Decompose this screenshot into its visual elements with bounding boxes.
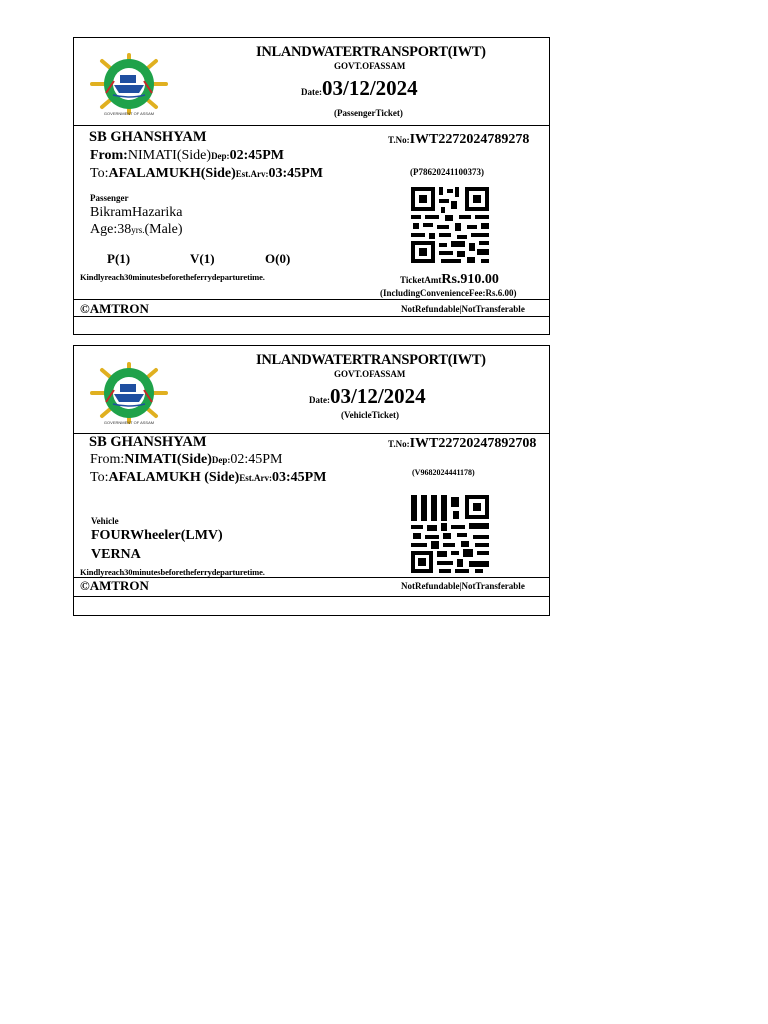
arv-label: Est.Arv: xyxy=(239,473,273,483)
to-row xyxy=(90,470,326,486)
passenger-ticket xyxy=(73,37,550,335)
govt-label: GOVT.OFASSAM xyxy=(334,61,406,71)
ticket-date xyxy=(309,384,426,409)
ticket-header xyxy=(74,38,549,126)
vehicle-model: VERNA xyxy=(91,547,141,562)
refund-note: NotRefundable|NotTransferable xyxy=(401,581,525,591)
tno-value: IWT2272024789278 xyxy=(409,132,530,147)
operator-name: SB GHANSHYAM xyxy=(89,129,207,145)
from-place: NIMATI(Side) xyxy=(127,148,212,163)
qr-code xyxy=(409,185,491,265)
ticket-kind: (VehicleTicket) xyxy=(341,410,399,420)
ticket-title: INLANDWATERTRANSPORT(IWT) xyxy=(256,352,486,368)
to-row xyxy=(90,166,323,182)
ticket-date xyxy=(301,76,418,101)
ticket-ref: (P78620241100373) xyxy=(410,167,484,177)
fee-note: (IncludingConvenienceFee:Rs.6.00) xyxy=(380,288,517,298)
count-v: V(1) xyxy=(190,251,215,266)
date-value: 03/12/2024 xyxy=(330,384,426,408)
notice: Kindlyreach30minutesbeforetheferrydeparturetime. xyxy=(80,272,265,282)
dep-time: 02:45PM xyxy=(229,148,284,163)
govt-label: GOVT.OFASSAM xyxy=(334,369,406,379)
vehicle-type: FOURWheeler(LMV) xyxy=(91,528,223,543)
dep-time: 02:45PM xyxy=(230,452,283,467)
ticket-number xyxy=(388,434,536,452)
ticket-number xyxy=(388,130,529,148)
date-label: Date: xyxy=(301,87,322,97)
from-label: From: xyxy=(90,452,125,467)
from-row xyxy=(90,148,284,164)
logo-bottom-text: GOVERNMENT OF ASSAM xyxy=(103,111,155,116)
age-unit: yrs. xyxy=(131,225,145,235)
date-value: 03/12/2024 xyxy=(322,76,418,100)
passenger-heading: Passenger xyxy=(90,193,129,203)
vehicle-heading: Vehicle xyxy=(91,516,119,526)
passenger-age xyxy=(90,222,183,238)
logo-bottom-text: GOVERNMENT OF ASSAM xyxy=(103,420,155,425)
footer-bottom-line xyxy=(74,316,549,317)
arv-time: 03:45PM xyxy=(268,166,323,181)
vehicle-ticket xyxy=(73,345,550,616)
footer-divider xyxy=(74,299,549,300)
tno-label: T.No: xyxy=(388,135,410,145)
arv-label: Est.Arv: xyxy=(235,169,269,179)
ticket-ref: (V9682024441178) xyxy=(412,468,475,477)
ticket-title: INLANDWATERTRANSPORT(IWT) xyxy=(256,44,486,60)
iwt-logo xyxy=(84,51,174,117)
operator-name: SB GHANSHYAM xyxy=(89,434,207,450)
amt-value: Rs.910.00 xyxy=(441,272,499,287)
from-label: From: xyxy=(90,148,128,163)
notice: Kindlyreach30minutesbeforetheferrydeparturetime. xyxy=(80,567,265,577)
to-label: To: xyxy=(90,470,109,485)
tno-value: IWT22720247892708 xyxy=(409,436,537,451)
to-label: To: xyxy=(90,166,109,181)
count-o: O(0) xyxy=(265,251,291,266)
age-value: 38 xyxy=(117,222,132,237)
ticket-header xyxy=(74,346,549,434)
ticket-kind: (PassengerTicket) xyxy=(334,108,403,118)
copyright: ©AMTRON xyxy=(80,578,149,593)
date-label: Date: xyxy=(309,395,330,405)
arv-time: 03:45PM xyxy=(272,470,327,485)
age-label: Age: xyxy=(90,222,118,237)
from-place: NIMATI(Side) xyxy=(124,452,212,467)
from-row xyxy=(90,452,283,468)
qr-code xyxy=(409,493,491,575)
amt-label: TicketAmt xyxy=(400,275,442,285)
to-place: AFALAMUKH (Side) xyxy=(108,470,240,485)
copyright: ©AMTRON xyxy=(80,301,149,316)
gender: (Male) xyxy=(144,222,183,237)
iwt-logo xyxy=(84,360,174,426)
dep-label: Dep: xyxy=(211,455,231,465)
to-place: AFALAMUKH(Side) xyxy=(108,166,236,181)
count-p: P(1) xyxy=(107,251,131,266)
dep-label: Dep: xyxy=(211,151,230,161)
tno-label: T.No: xyxy=(388,439,410,449)
passenger-name: BikramHazarika xyxy=(90,205,183,220)
refund-note: NotRefundable|NotTransferable xyxy=(401,304,525,314)
footer-bottom-line xyxy=(74,596,549,597)
ticket-amount xyxy=(400,270,499,288)
